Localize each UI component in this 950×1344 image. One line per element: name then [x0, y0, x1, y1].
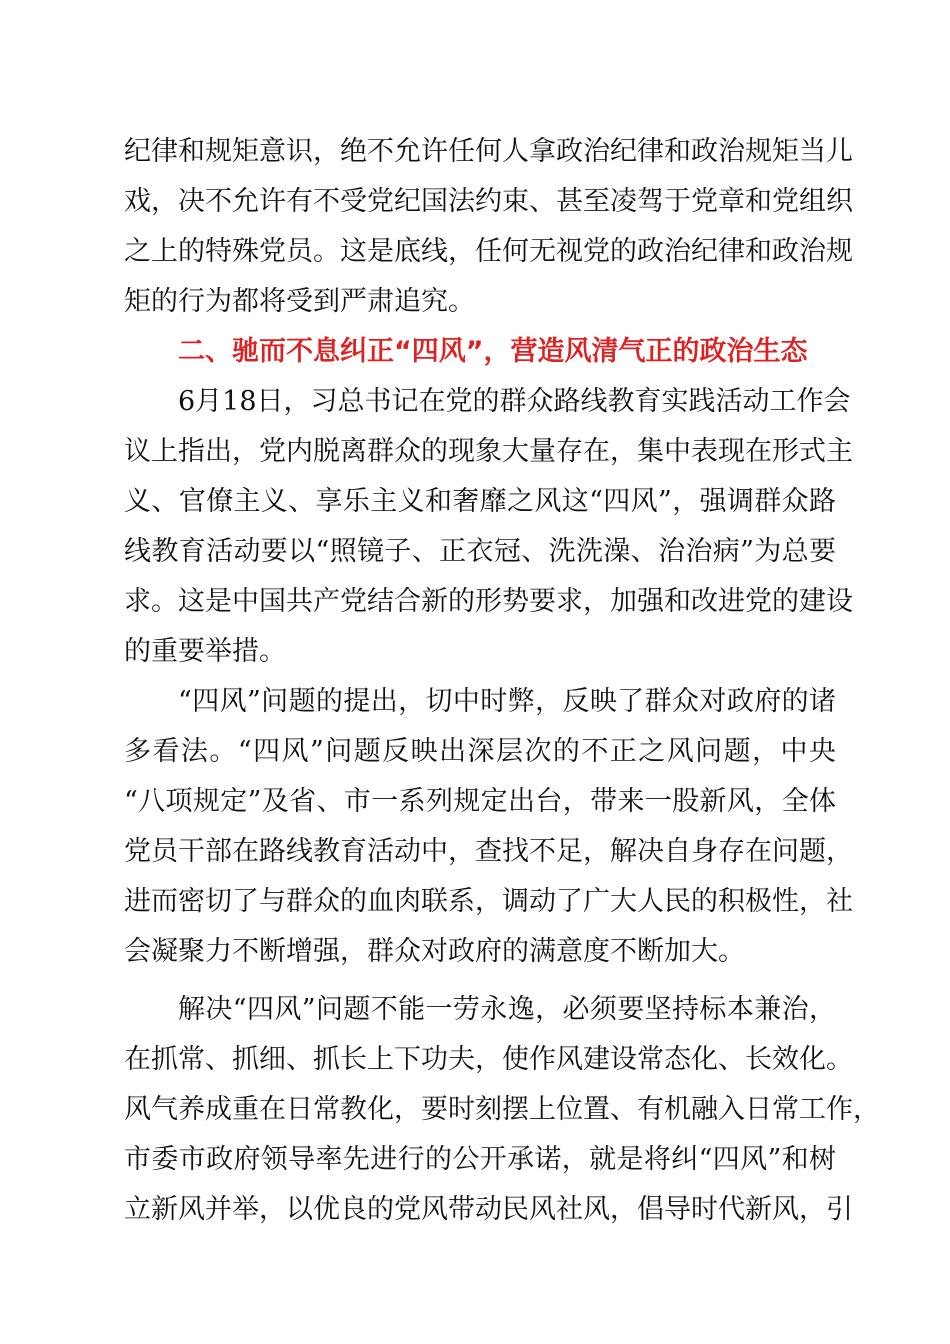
text-line: 戏，决不允许有不受党纪国法约束、甚至凌驾于党章和党组织: [124, 186, 853, 217]
text-line: 线教育活动要以“照镜子、正衣冠、洗洗澡、治治病”为总要: [124, 536, 836, 567]
text-line: 解决“四风”问题不能一劳永逸，必须要坚持标本兼治，: [178, 994, 836, 1025]
text-line: 进而密切了与群众的血肉联系，调动了广大人民的积极性，社: [124, 886, 853, 917]
text-line: 义、官僚主义、享乐主义和奢靡之风这“四风”，强调群众路: [124, 486, 836, 517]
text-line: 会凝聚力不断增强，群众对政府的满意度不断加大。: [124, 936, 745, 967]
text-line: 风气养成重在日常教化，要时刻摆上位置、有机融入日常工作，: [124, 1094, 880, 1125]
text-line: 议上指出，党内脱离群众的现象大量存在，集中表现在形式主: [124, 436, 853, 467]
text-line: “四风”问题的提出，切中时弊，反映了群众对政府的诸: [178, 686, 836, 717]
text-line: 多看法。“四风”问题反映出深层次的不正之风问题，中央: [124, 736, 836, 767]
section-heading: 二、驰而不息纠正“四风”，营造风清气正的政治生态: [178, 336, 808, 367]
text-line: 的重要举措。: [124, 636, 286, 667]
text-line: 求。这是中国共产党结合新的形势要求，加强和改进党的建设: [124, 586, 853, 617]
text-line: 市委市政府领导率先进行的公开承诺，就是将纠“四风”和树: [124, 1144, 836, 1175]
text-line: 纪律和规矩意识，绝不允许任何人拿政治纪律和政治规矩当儿: [124, 136, 853, 167]
text-line: 党员干部在路线教育活动中，查找不足，解决自身存在问题，: [124, 836, 853, 867]
text-line: 立新风并举，以优良的党风带动民风社风，倡导时代新风，引: [124, 1194, 853, 1225]
text-line: 6月18日，习总书记在党的群众路线教育实践活动工作会: [178, 386, 851, 417]
text-line: 矩的行为都将受到严肃追究。: [124, 286, 475, 317]
text-line: “八项规定”及省、市一系列规定出台，带来一股新风，全体: [124, 786, 836, 817]
text-line: 在抓常、抓细、抓长上下功夫，使作风建设常态化、长效化。: [124, 1044, 853, 1075]
text-line: 之上的特殊党员。这是底线，任何无视党的政治纪律和政治规: [124, 236, 853, 267]
